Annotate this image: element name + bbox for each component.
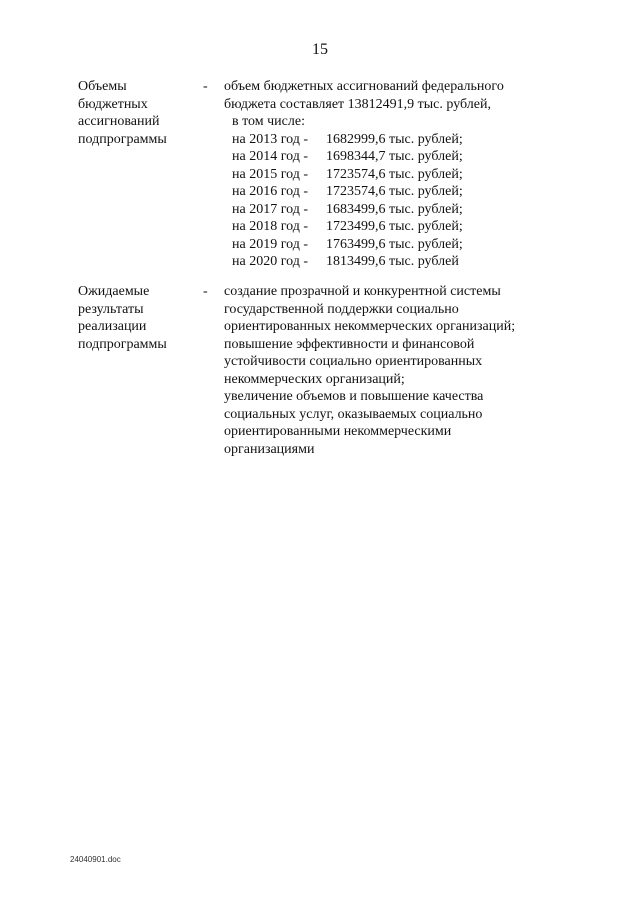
results-line: повышение эффективности и финансовой <box>224 336 475 352</box>
year-label: на 2017 год - <box>232 201 308 217</box>
year-amount: 1763499,6 тыс. рублей; <box>326 236 463 252</box>
label-line: Объемы <box>78 79 127 94</box>
year-amount: 1698344,7 тыс. рублей; <box>326 149 463 164</box>
label-line: результаты <box>78 301 144 317</box>
results-section-body <box>224 283 564 458</box>
year-amount: 1683499,6 тыс. рублей; <box>326 201 463 217</box>
year-amount: 1813499,6 тыс. рублей <box>326 254 459 269</box>
year-label: на 2013 год - <box>232 131 308 147</box>
budget-year-row <box>224 201 564 219</box>
document-filename: 24040901.doc <box>70 855 121 864</box>
year-label: на 2019 год - <box>232 236 308 252</box>
year-label: на 2014 год - <box>232 149 308 164</box>
results-section-label <box>78 283 198 353</box>
budget-year-row <box>224 148 564 166</box>
results-dash: - <box>203 284 208 299</box>
budget-section-label <box>78 78 198 148</box>
budget-year-row <box>224 218 564 236</box>
label-line: бюджетных <box>78 96 148 112</box>
label-line: реализации <box>78 319 147 334</box>
budget-including-label: в том числе: <box>232 114 305 129</box>
budget-year-row <box>224 166 564 184</box>
year-label: на 2020 год - <box>232 254 308 269</box>
year-amount: 1723574,6 тыс. рублей; <box>326 184 463 199</box>
label-line: Ожидаемые <box>78 284 150 299</box>
results-line: организациями <box>224 441 315 457</box>
results-line: ориентированных некоммерческих организаций; <box>224 319 516 334</box>
budget-intro-line: объем бюджетных ассигнований федерального <box>224 79 504 94</box>
results-line: ориентированными некоммерческими <box>224 424 452 439</box>
results-line: создание прозрачной и конкурентной системы <box>224 284 501 299</box>
label-line: ассигнований <box>78 114 160 129</box>
budget-year-row <box>224 183 564 201</box>
year-amount: 1723499,6 тыс. рублей; <box>326 219 463 234</box>
results-line: социальных услуг, оказываемых социально <box>224 406 483 422</box>
budget-year-row <box>224 131 564 149</box>
budget-dash: - <box>203 79 208 94</box>
label-line: подпрограммы <box>78 336 167 352</box>
year-label: на 2016 год - <box>232 184 308 199</box>
budget-year-row <box>224 253 564 271</box>
results-line: некоммерческих организаций; <box>224 371 405 387</box>
results-line: увеличение объемов и повышение качества <box>224 389 484 404</box>
year-amount: 1682999,6 тыс. рублей; <box>326 131 463 147</box>
budget-section-body <box>224 78 564 271</box>
results-line: устойчивости социально ориентированных <box>224 354 483 369</box>
year-label: на 2018 год - <box>232 219 308 234</box>
page-number: 15 <box>312 41 328 58</box>
label-line: подпрограммы <box>78 131 167 147</box>
year-label: на 2015 год - <box>232 166 308 182</box>
year-amount: 1723574,6 тыс. рублей; <box>326 166 463 182</box>
results-line: государственной поддержки социально <box>224 301 459 317</box>
budget-year-row <box>224 236 564 254</box>
budget-year-list <box>224 131 564 271</box>
budget-intro-line: бюджета составляет 13812491,9 тыс. рублей, <box>224 96 491 112</box>
